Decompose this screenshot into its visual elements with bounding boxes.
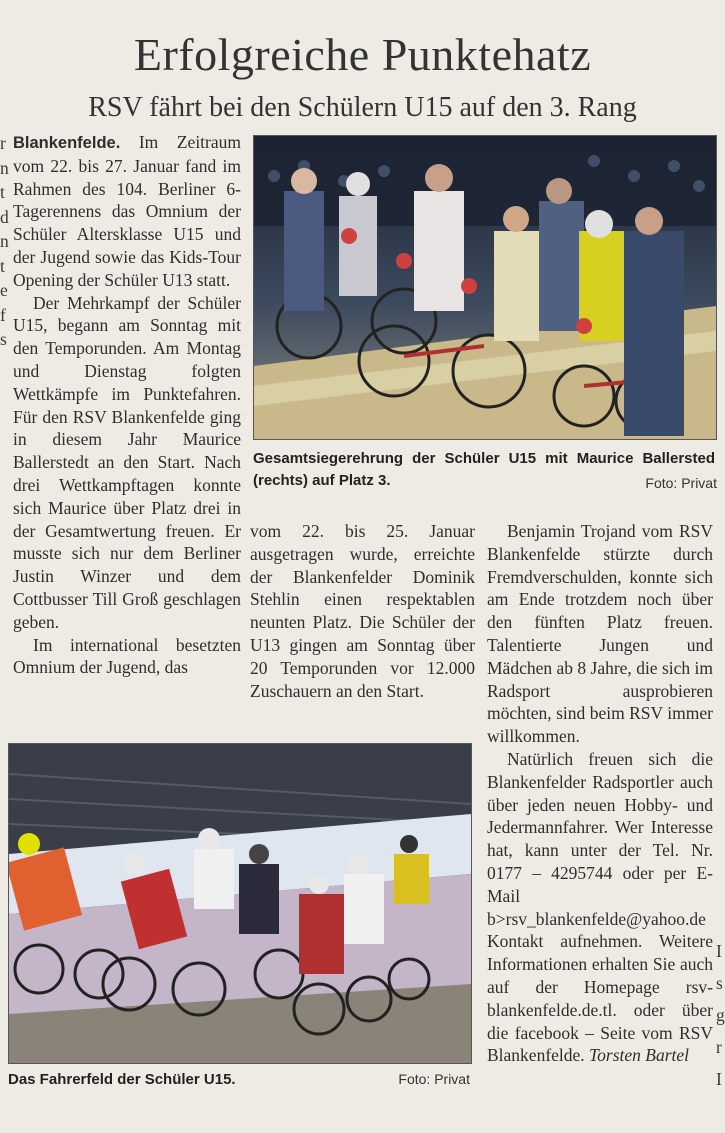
article-column-3: [487, 520, 713, 1067]
rider-field-caption: Das Fahrerfeld der Schüler U15.: [8, 1071, 236, 1088]
award-ceremony-illustration: [254, 136, 716, 439]
article-headline: Erfolgreiche Punktehatz: [133, 29, 592, 80]
paragraph-2: Der Mehrkampf der Schüler U15, begann am Sonntag mit den Temporunden. Am Montag und Dienstag folgten Wettkämpfe im Punktefahren. Für den RSV Blankenfelde ging in diesem Jahr Maurice Ballerstedt an den Start. Nach drei Wettkampftagen konnte sich Maurice über Platz drei in der Gesamtwertung freuen. Er musste sich nur dem Berliner Justin Winzer und dem Cottbusser Till Groß geschlagen geben.: [13, 292, 241, 632]
neighbor-article-right-edge: I s g r I: [716, 941, 725, 1089]
award-ceremony-photo-credit: Foto: Privat: [645, 475, 717, 491]
rider-field-photo-credit: Foto: Privat: [398, 1071, 470, 1087]
article-column-2: [250, 520, 475, 702]
rider-field-illustration: [9, 744, 471, 1063]
paragraph-4: vom 22. bis 25. Januar ausgetragen wurde, erreichte der Blankenfelder Dominik Stehlin einen respektablen neunten Platz. Die Schüler der U13 gingen am Sonntag über 20 Temporunden vor 12.000 Zuschauern an den Start.: [250, 521, 475, 701]
award-ceremony-photo: [253, 135, 717, 440]
article-column-1: [13, 131, 241, 679]
rider-field-photo: [8, 743, 472, 1064]
paragraph-1: Blankenfelde. Im Zeitraum vom 22. bis 27. Januar fand im Rahmen des 104. Berliner 6-Tagerennens das Omnium der Schüler Altersklasse U15 und der Jugend sowie das Kids-Tour Opening der Schüler U13 statt.: [13, 132, 241, 290]
author-byline: Torsten Bartel: [589, 1045, 690, 1066]
article-subheadline: RSV fährt bei den Schülern U15 auf den 3. Rang: [88, 92, 637, 123]
award-ceremony-caption: Gesamtsiegerehrung der Schüler U15 mit Maurice Ballersted (rechts) auf Platz 3.: [253, 450, 715, 489]
paragraph-5: Benjamin Trojand vom RSV Blankenfelde stürzte durch Fremdverschulden, konnte sich am Ende trotzdem noch über den fünften Platz freuen. Talentierte Jungen und Mädchen ab 8 Jahre, die sich im Radsport ausprobieren möchten, sind beim RSV immer willkommen.: [487, 521, 713, 747]
paragraph-3: Im international besetzten Omnium der Jugend, das: [13, 634, 241, 678]
paragraph-6: Natürlich freuen sich die Blankenfelder Radsportler auch über jeden neuen Hobby- und Jedermannfahrer. Wer Interesse hat, kann unter der Tel. Nr. 0177 – 4295744 oder per E-Mail b>rsv_blankenfelde@yahoo.de Kontakt aufnehmen. Weitere Informationen erhalten Sie auch auf der Homepage rsv-blankenfelde.de.tl. oder über die facebook – Seite vom RSV Blankenfelde. Torsten Bartel: [487, 748, 713, 1066]
dateline: Blankenfelde.: [13, 134, 121, 152]
neighbor-article-left-edge: r n t d n t e f s: [0, 133, 9, 349]
